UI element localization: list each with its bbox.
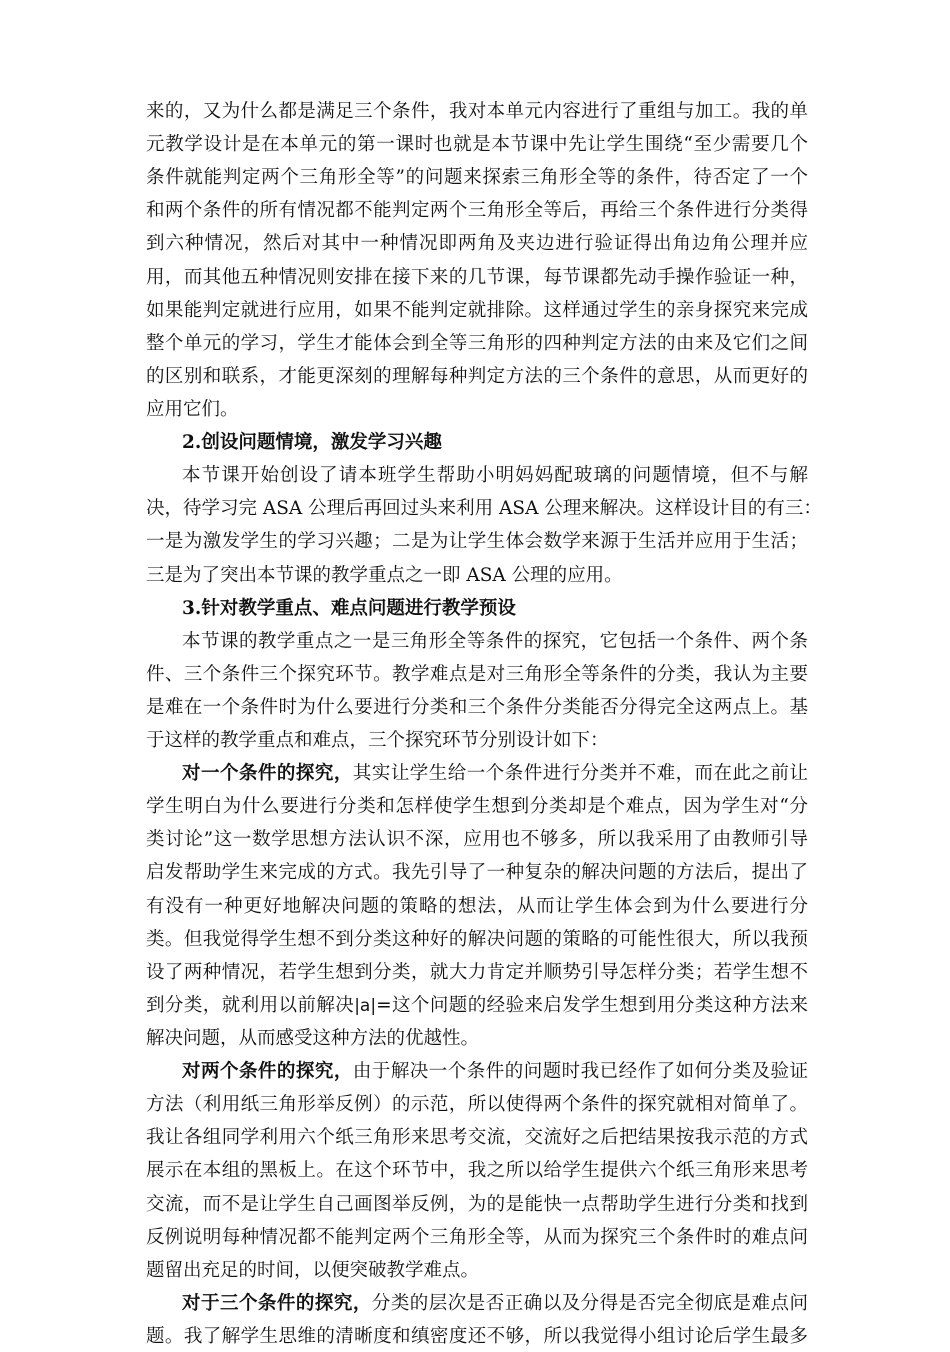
- text-line: 是难在一个条件时为什么要进行分类和三个条件分类能否分得完全这两点上。基: [146, 697, 808, 718]
- section-heading: 2.创设问题情境，激发学习兴趣: [182, 432, 442, 453]
- text-line: 本节课的教学重点之一是三角形全等条件的探究，它包括一个条件、两个条: [182, 631, 808, 652]
- text-line: 和两个条件的所有情况都不能判定两个三角形全等后，再给三个条件进行分类得: [146, 200, 808, 221]
- text-line: 的区别和联系，才能更深刻的理解每种判定方法的三个条件的意思，从而更好的: [146, 366, 808, 387]
- text-line: 我让各组同学利用六个纸三角形来思考交流，交流好之后把结果按我示范的方式: [146, 1127, 808, 1148]
- text-line: 类。但我觉得学生想不到分类这种好的解决问题的策略的可能性很大，所以我预: [146, 929, 808, 950]
- text-line: 本节课开始创设了请本班学生帮助小明妈妈配玻璃的问题情境，但不与解: [182, 465, 808, 486]
- text-line: 整个单元的学习，学生才能体会到全等三角形的四种判定方法的由来及它们之间: [146, 333, 808, 354]
- text-line: 于这样的教学重点和难点，三个探究环节分别设计如下：: [146, 730, 609, 751]
- text-line: [146, 991, 808, 1021]
- text-line: 启发帮助学生来完成的方式。我先引导了一种复杂的解决问题的方法后，提出了: [146, 862, 808, 883]
- text-line: 用，而其他五种情况则安排在接下来的几节课，每节课都先动手操作验证一种，: [146, 267, 808, 288]
- text-line: 到六种情况，然后对其中一种情况即两角及夹边进行验证得出角边角公理并应: [146, 233, 808, 254]
- text-line: 交流，而不是让学生自己画图举反例，为的是能快一点帮助学生进行分类和找到: [146, 1194, 808, 1215]
- text-line: 一是为激发学生的学习兴趣；二是为让学生体会数学来源于生活并应用于生活；: [146, 531, 808, 552]
- text-line: 决，待学习完 ASA 公理后再回过头来利用 ASA 公理来解决。这样设计目的有三：: [146, 498, 822, 519]
- bold-lead: 对于三个条件的探究，: [182, 1293, 372, 1314]
- text-line: 来的，又为什么都是满足三个条件，我对本单元内容进行了重组与加工。我的单: [146, 101, 808, 122]
- text-line: 学生明白为什么要进行分类和怎样使学生想到分类却是个难点，因为学生对“分: [146, 796, 808, 817]
- text-line: 题留出充足的时间，以便突破教学难点。: [146, 1260, 480, 1281]
- text-line: 如果能判定就进行应用，如果不能判定就排除。这样通过学生的亲身探究来完成: [146, 300, 808, 321]
- text-line: 三是为了突出本节课的教学重点之一即 ASA 公理的应用。: [146, 565, 623, 586]
- text-line: 类讨论”这一数学思想方法认识不深，应用也不够多，所以我采用了由教师引导: [146, 829, 808, 850]
- text-line: 元教学设计是在本单元的第一课时也就是本节课中先让学生围绕“至少需要几个: [146, 134, 808, 155]
- section-heading: 3.针对教学重点、难点问题进行教学预设: [182, 598, 516, 619]
- text-run: =这个问题的经验来启发学生想到用分类这种方法来: [376, 995, 808, 1016]
- text-line: 应用它们。: [146, 399, 239, 420]
- text-line: [182, 1057, 808, 1087]
- text-line: 反例说明每种情况都不能判定两个三角形全等，从而为探究三个条件时的难点问: [146, 1227, 808, 1248]
- absolute-value-expression: |a|: [354, 996, 377, 1016]
- text-line: 题。我了解学生思维的清晰度和缜密度还不够，所以我觉得小组讨论后学生最多: [146, 1326, 808, 1347]
- bold-lead: 对两个条件的探究，: [182, 1061, 353, 1082]
- text-line: [182, 1289, 808, 1319]
- text-run: 其实让学生给一个条件进行分类并不难，而在此之前让: [352, 763, 808, 784]
- text-run: 到分类，就利用以前解决: [146, 995, 355, 1016]
- text-run: 分类的层次是否正确以及分得是否完全彻底是难点问: [371, 1293, 808, 1314]
- text-line: 件、三个条件三个探究环节。教学难点是对三角形全等条件的分类，我认为主要: [146, 664, 808, 685]
- text-line: 设了两种情况，若学生想到分类，就大力肯定并顺势引导怎样分类；若学生想不: [146, 962, 808, 983]
- text-line: 解决问题，从而感受这种方法的优越性。: [146, 1028, 480, 1049]
- text-line: 有没有一种更好地解决问题的策略的想法，从而让学生体会到为什么要进行分: [146, 896, 808, 917]
- text-line: 条件就能判定两个三角形全等”的问题来探索三角形全等的条件，待否定了一个: [146, 167, 808, 188]
- bold-lead: 对一个条件的探究，: [182, 763, 353, 784]
- text-line: [182, 759, 808, 789]
- text-run: 由于解决一个条件的问题时我已经作了如何分类及验证: [352, 1061, 808, 1082]
- text-line: 展示在本组的黑板上。在这个环节中，我之所以给学生提供六个纸三角形来思考: [146, 1160, 808, 1181]
- text-line: 方法（利用纸三角形举反例）的示范，所以使得两个条件的探究就相对简单了。: [146, 1094, 808, 1115]
